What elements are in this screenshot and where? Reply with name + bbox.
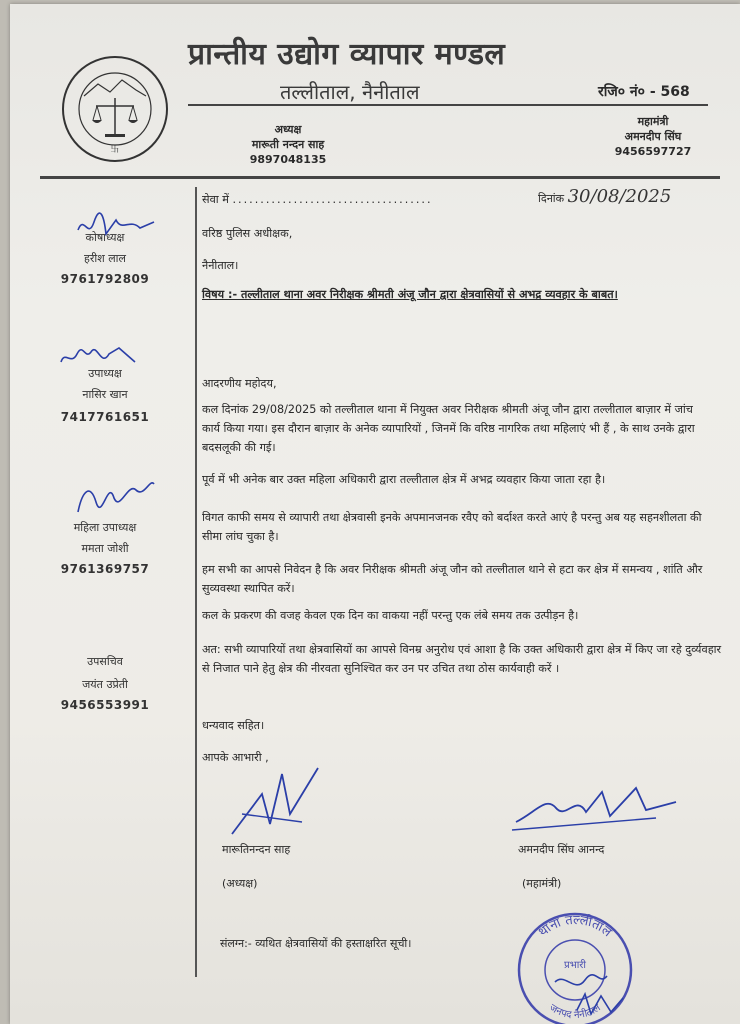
president-name: मारूती नन्दन साह — [251, 138, 325, 151]
svg-text:जनपद नैनीताल — [547, 1002, 603, 1021]
organization-name: प्रान्तीय उद्योग व्यापार मण्डल — [188, 37, 506, 72]
president-phone: 9897048135 — [249, 153, 327, 166]
president-signatory-name: मारूतिनन्दन साह — [222, 843, 291, 856]
seva-mein: सेवा में — [202, 193, 229, 206]
vice-president-signature — [55, 340, 145, 376]
date-value: 30/08/2025 — [567, 186, 672, 207]
sidebar-divider — [195, 187, 197, 977]
sidebar-member — [30, 366, 180, 424]
gen-secretary-name: अमनदीप सिंघ — [624, 130, 682, 143]
recipient: वरिष्ठ पुलिस अधीक्षक, — [202, 227, 293, 240]
stamp-line2: जनपद नैनीताल — [547, 1002, 603, 1022]
recipient-place: नैनीताल। — [202, 259, 239, 272]
salutation: आदरणीय महोदय, — [202, 377, 277, 390]
sidebar-phone: 9761369757 — [60, 562, 150, 576]
sidebar-name: हरीश लाल — [84, 252, 126, 265]
woman-vp-signature — [70, 472, 160, 522]
seva-mein-line: सेवा में .................................... — [202, 193, 433, 206]
police-station-stamp — [515, 910, 635, 1024]
gen-secretary-phone: 9456597727 — [614, 145, 692, 158]
sidebar-phone: 7417761651 — [60, 410, 150, 424]
letter-page — [10, 4, 740, 1024]
sidebar-role: उपसचिव — [87, 655, 123, 668]
sidebar-name: जयंत उप्रेती — [82, 678, 128, 691]
sidebar-role: महिला उपाध्यक्ष — [73, 521, 137, 534]
president-role: अध्यक्ष — [274, 123, 302, 136]
treasurer-signature — [70, 210, 160, 246]
sidebar-name: ममता जोशी — [81, 542, 129, 555]
sidebar-name: नासिर खान — [82, 388, 128, 401]
organization-location: तल्लीताल, नैनीताल — [280, 80, 420, 104]
sidebar-role: उपाध्यक्ष — [88, 367, 122, 380]
letterhead-divider — [40, 176, 720, 179]
gen-secretary-signature — [506, 782, 686, 837]
enclosure-note: संलग्न:- व्यथित क्षेत्रवासियों की हस्ताक्षरित सूची। — [220, 937, 412, 950]
paragraph: पूर्व में भी अनेक बार उक्त महिला अधिकारी द्वारा तल्लीताल क्षेत्र में अभद्र व्यवहार किया जाता रहा है। — [202, 473, 606, 486]
sidebar-member — [30, 520, 180, 576]
svg-text:थाना तल्लीताल — [536, 912, 615, 940]
stamp-line1: थाना तल्लीताल — [535, 912, 615, 941]
paragraph: कल के प्रकरण की वजह केवल एक दिन का वाकया नहीं परन्तु एक लंबे समय तक उत्पीड़न है। — [202, 609, 579, 622]
paragraph: विगत काफी समय से व्यापारी तथा क्षेत्रवासी इनके अपमानजनक रवैए को बर्दाश्त करते आएं है परन्तु अब यह सहनशीलता की सीमा लांघ चुका है। — [202, 511, 702, 543]
president-block — [228, 122, 348, 167]
date-line — [538, 186, 671, 207]
sidebar-member — [30, 654, 180, 712]
paragraph: कल दिनांक 29/08/2025 को तल्लीताल थाना में नियुक्त अवर निरीक्षक श्रीमती अंजू जौन द्वारा तल्लीताल बाज़ार में जांच कार्य किया गया। इस दौरान बाज़ार के अनेक व्यापारियों , जिनमें कि वरिष्ठ नागरिक तथा महिलाएं भी हैं , के साथ उनके द्वारा बदसलूकी की गई। — [202, 403, 695, 454]
svg-text:卐: 卐 — [110, 145, 120, 155]
sidebar-phone: 9456553991 — [60, 698, 150, 712]
organization-seal — [60, 54, 170, 164]
president-signature — [222, 764, 332, 844]
registration-number: रजि० नं० - 568 — [598, 84, 690, 100]
gen-secretary-signatory-name: अमनदीप सिंघ आनन्द — [518, 843, 605, 856]
gen-secretary-block — [598, 114, 708, 159]
date-label: दिनांक — [538, 192, 565, 205]
stamp-center: प्रभारी — [564, 960, 586, 971]
sidebar-member — [30, 230, 180, 286]
president-signatory-role: (अध्यक्ष) — [222, 877, 258, 890]
paragraph: हम सभी का आपसे निवेदन है कि अवर निरीक्षक श्रीमती अंजू जौन को तल्लीताल थाने से हटा कर क्षेत्र में समन्वय , शांति और सुव्यवस्था स्थापित करें। — [202, 563, 703, 595]
sidebar-phone: 9761792809 — [60, 272, 150, 286]
yours-faithfully: आपके आभारी , — [202, 751, 269, 764]
paragraph: अत: सभी व्यापारियों तथा क्षेत्रवासियों का आपसे विनम्र अनुरोध एवं आशा है कि उक्त अधिकारी द्वारा क्षेत्र में किए जा रहे दुर्व्यवहार से निजात पाने हेतु क्षेत्र की नीरवता सुनिश्चित कर उन पर उचित तथा ठोस कार्यवाही करें । — [202, 643, 722, 675]
closing: धन्यवाद सहित। — [202, 719, 265, 732]
gen-secretary-signatory-role: (महामंत्री) — [522, 877, 562, 890]
sidebar-role: कोषाध्यक्ष — [85, 231, 125, 244]
subject-line: विषय :- तल्लीताल थाना अवर निरीक्षक श्रीमती अंजू जौन द्वारा क्षेत्रवासियों से अभद्र व्यवहार के बाबत। — [202, 288, 618, 301]
header-rule — [188, 104, 708, 106]
gen-secretary-role: महामंत्री — [637, 115, 669, 128]
